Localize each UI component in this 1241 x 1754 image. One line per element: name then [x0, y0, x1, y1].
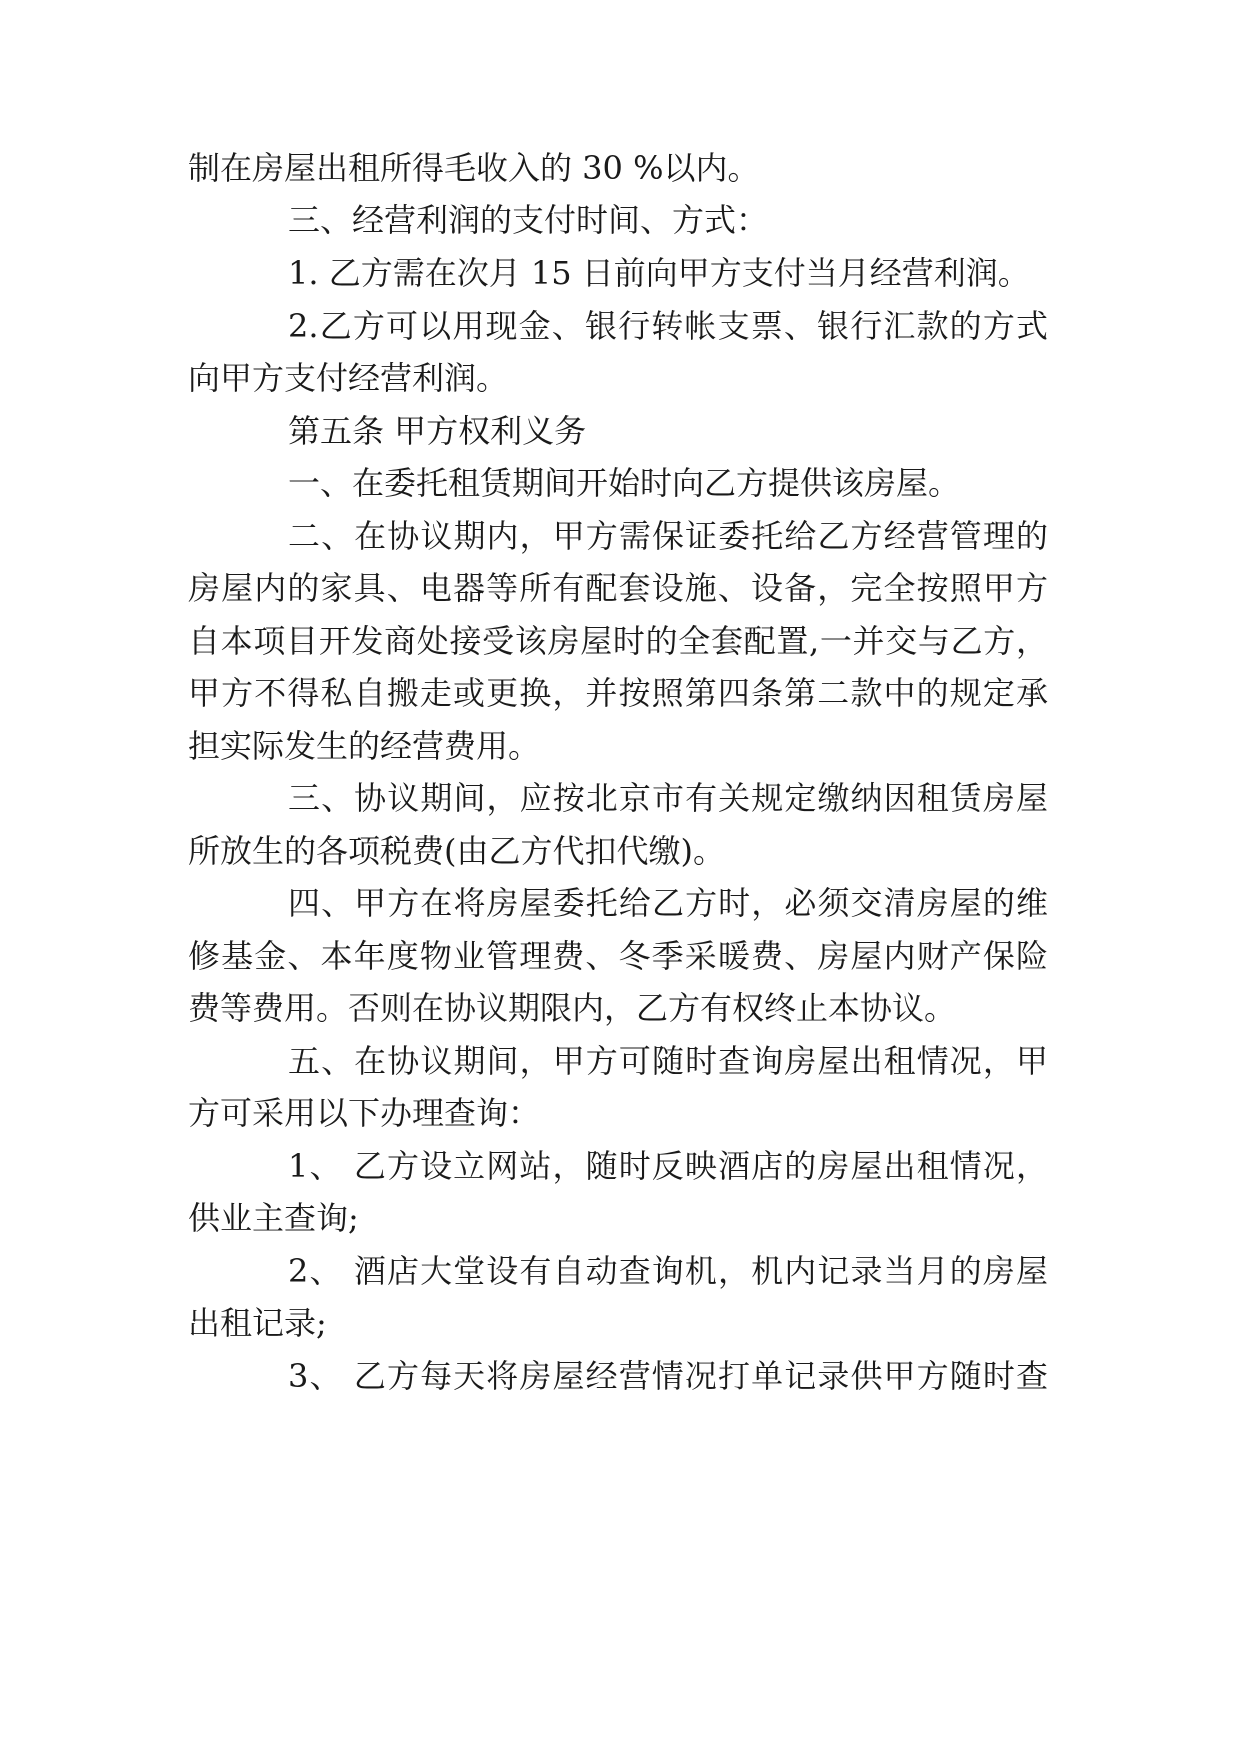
text-line: 制在房屋出租所得毛收入的 30 %以内。	[188, 149, 760, 187]
text-line: 供业主查询;	[188, 1199, 359, 1237]
text-line: 2、 酒店大堂设有自动查询机，机内记录当月的房屋	[288, 1252, 1048, 1290]
text-line: 修基金、本年度物业管理费、冬季采暖费、房屋内财产保险	[188, 937, 1048, 975]
text-line: 担实际发生的经营费用。	[188, 727, 541, 765]
text-line: 2.乙方可以用现金、银行转帐支票、银行汇款的方式	[288, 307, 1048, 345]
text-line: 五、在协议期间，甲方可随时查询房屋出租情况，甲	[288, 1042, 1048, 1080]
section-heading: 第五条 甲方权利义务	[288, 412, 587, 450]
text-line: 3、 乙方每天将房屋经营情况打单记录供甲方随时查	[288, 1357, 1048, 1395]
text-line: 二、在协议期内，甲方需保证委托给乙方经营管理的	[288, 517, 1048, 555]
text-line: 房屋内的家具、电器等所有配套设施、设备，完全按照甲方	[188, 569, 1048, 607]
text-line: 四、甲方在将房屋委托给乙方时，必须交清房屋的维	[288, 884, 1048, 922]
text-line: 1. 乙方需在次月 15 日前向甲方支付当月经营利润。	[288, 254, 1030, 292]
text-line: 费等费用。否则在协议期限内，乙方有权终止本协议。	[188, 989, 957, 1027]
text-line: 三、协议期间，应按北京市有关规定缴纳因租赁房屋	[288, 779, 1048, 817]
text-line: 一、在委托租赁期间开始时向乙方提供该房屋。	[288, 464, 961, 502]
text-line: 自本项目开发商处接受该房屋时的全套配置,一并交与乙方，	[188, 622, 1048, 660]
text-line: 出租记录;	[188, 1304, 327, 1342]
text-line: 方可采用以下办理查询：	[188, 1094, 541, 1132]
text-line: 所放生的各项税费(由乙方代扣代缴)。	[188, 832, 725, 870]
text-line: 1、 乙方设立网站，随时反映酒店的房屋出租情况，	[288, 1147, 1048, 1185]
text-line: 三、经营利润的支付时间、方式：	[288, 201, 769, 239]
text-line: 向甲方支付经营利润。	[188, 359, 509, 397]
text-line: 甲方不得私自搬走或更换，并按照第四条第二款中的规定承	[188, 674, 1048, 712]
